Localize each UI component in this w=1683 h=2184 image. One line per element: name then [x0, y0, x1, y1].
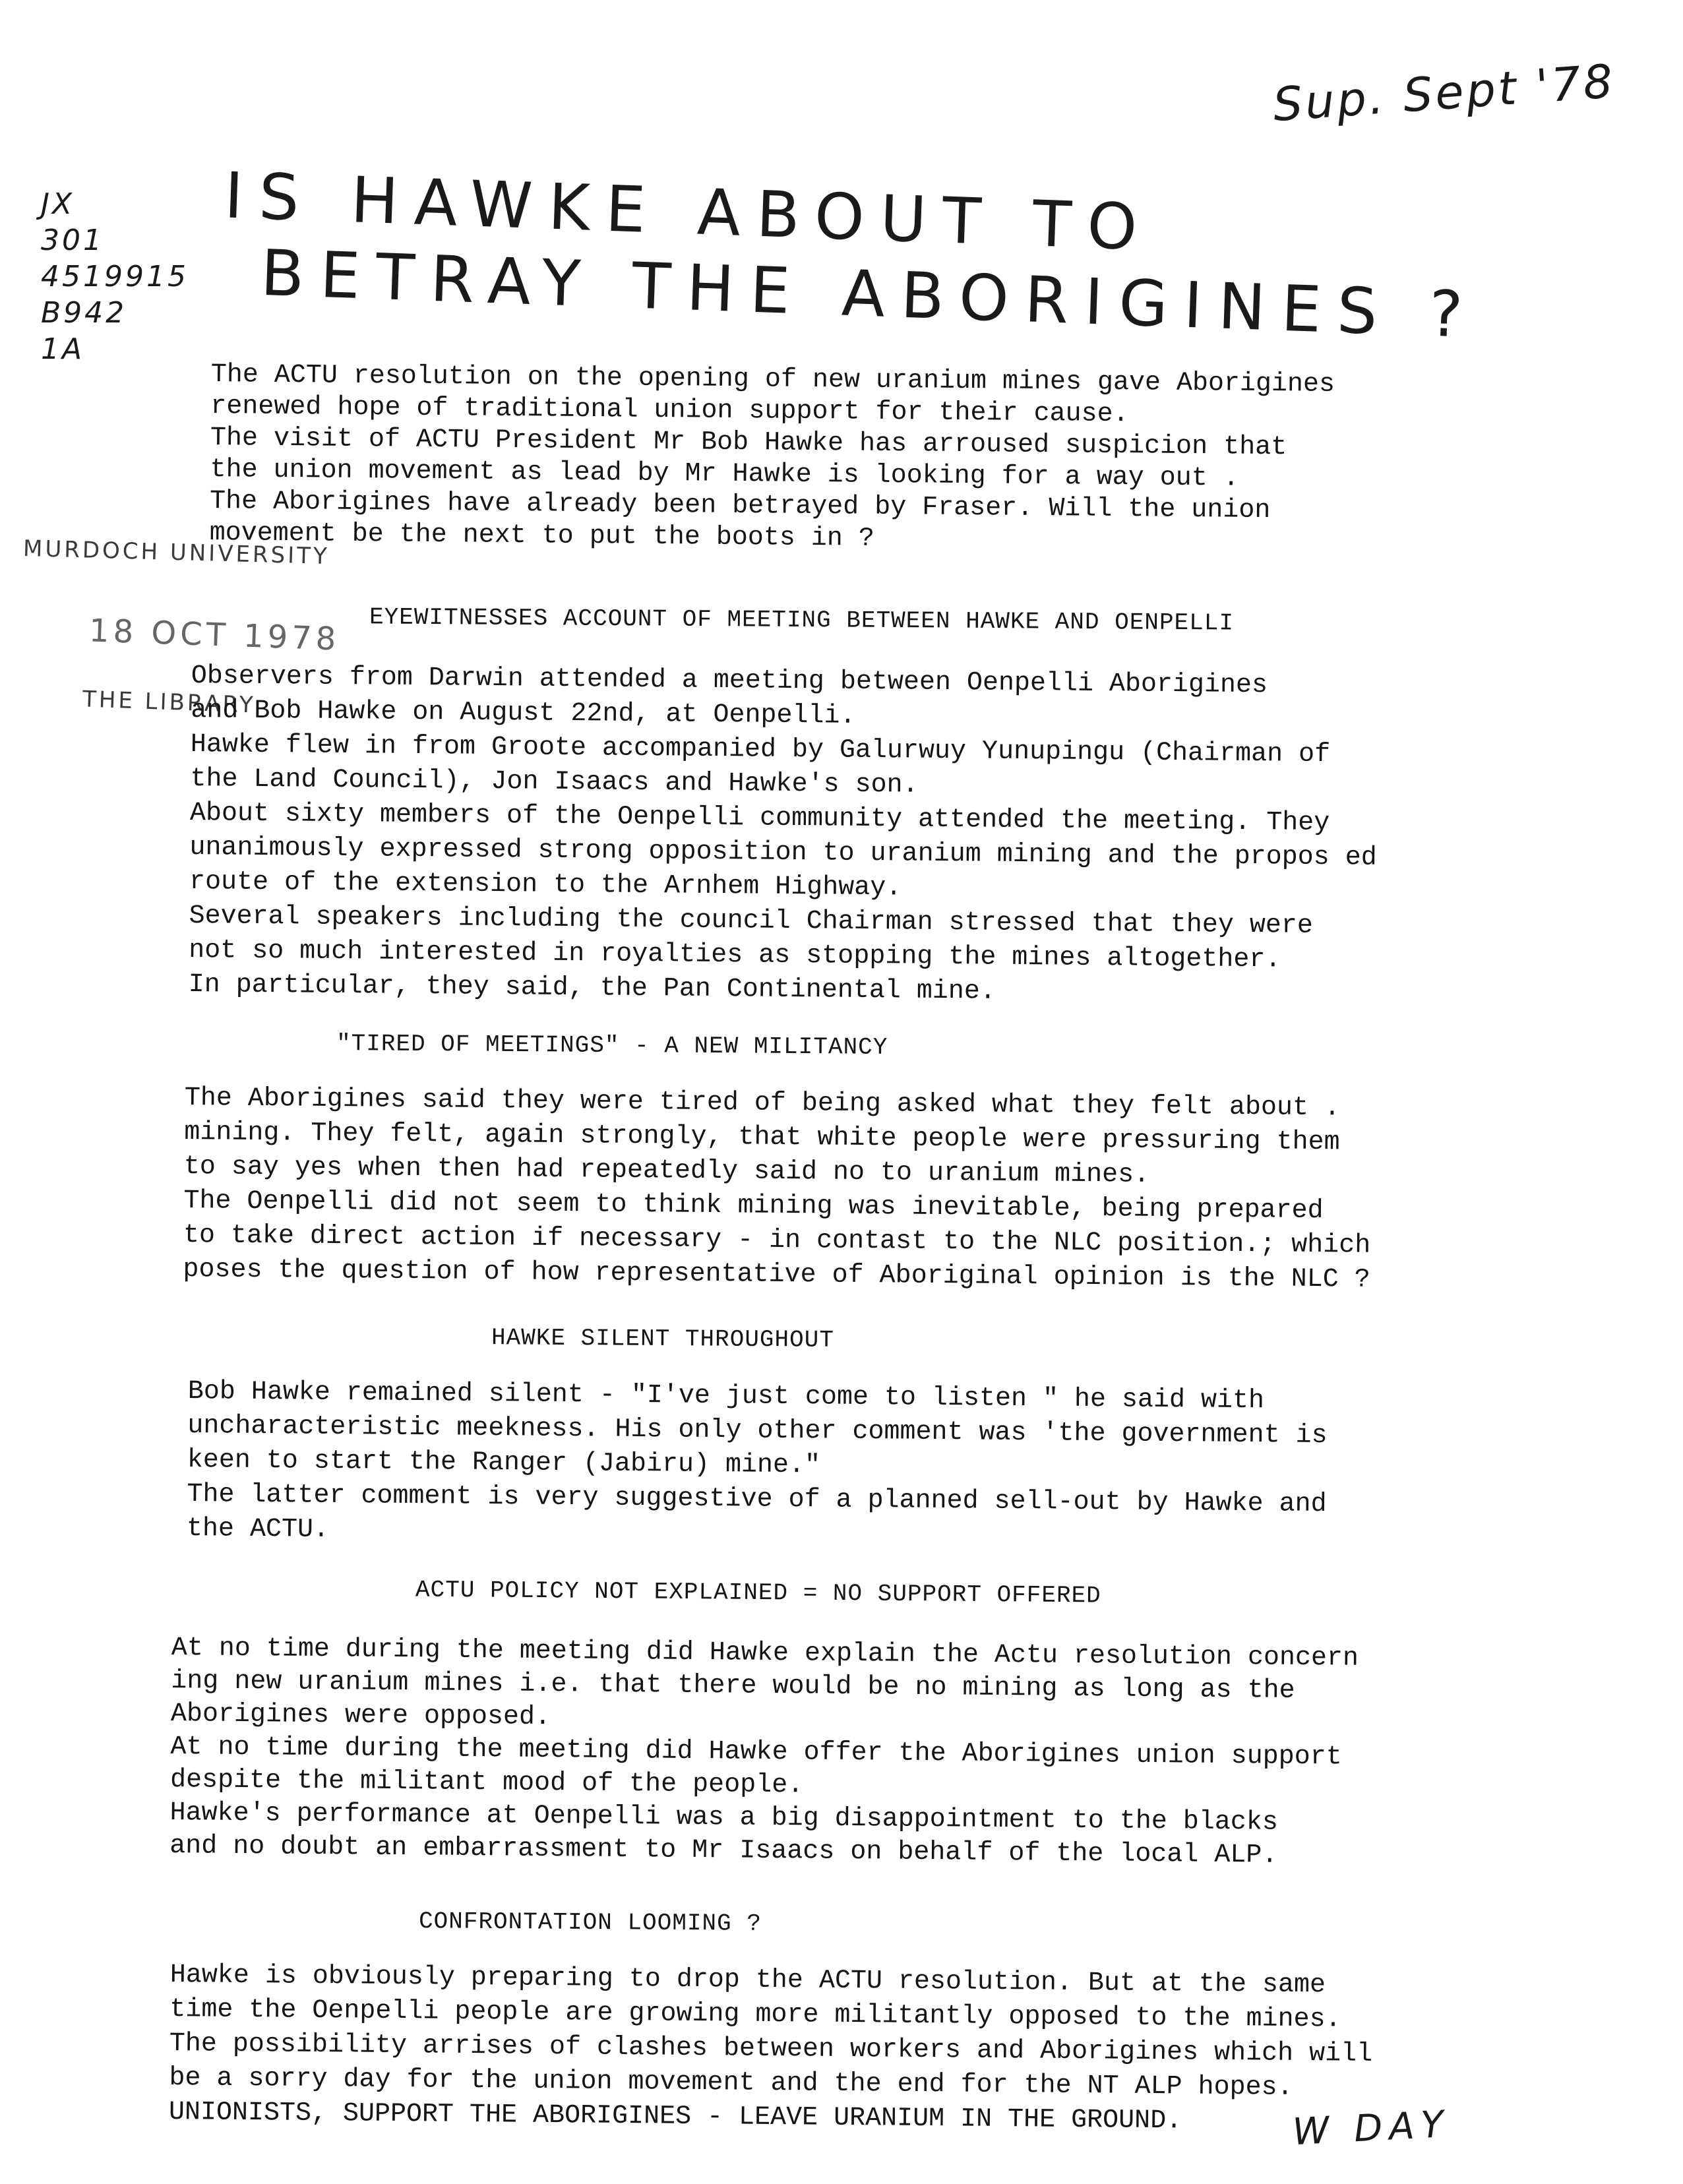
- body-line: At no time during the meeting did Hawke explain the Actu resolution concern: [171, 1633, 1359, 1674]
- body-line: The latter comment is very suggestive of a planned sell-out by Hawke and: [187, 1479, 1327, 1520]
- body-line: unanimously expressed strong opposition to uranium mining and the propos ed: [189, 832, 1377, 873]
- section-heading-actu-policy: ACTU POLICY NOT EXPLAINED = NO SUPPORT OFFERED: [415, 1576, 1101, 1610]
- page-title-line-1: IS HAWKE ABOUT TO: [223, 158, 1154, 265]
- call-number-line-4: B942: [41, 296, 127, 330]
- intro-paragraph: [209, 359, 1335, 559]
- body-line: Observers from Darwin attended a meeting between Oenpelli Aborigines: [191, 661, 1268, 701]
- body-line: In particular, they said, the Pan Continental mine.: [188, 969, 996, 1007]
- body-line: mining. They felt, again strongly, that white people were pressuring them: [184, 1117, 1340, 1158]
- section-heading-hawke-silent: HAWKE SILENT THROUGHOUT: [491, 1324, 835, 1354]
- body-line: not so much interested in royalties as stopping the mines altogether.: [188, 935, 1281, 975]
- intro-line: The ACTU resolution on the opening of new uranium mines gave Aborigines: [210, 359, 1335, 400]
- library-stamp-library: THE LIBRARY: [82, 686, 257, 719]
- body-line: Hawke's performance at Oenpelli was a big disappointment to the blacks: [169, 1798, 1279, 1838]
- section-body-confrontation: [169, 1958, 1373, 2140]
- body-line: keen to start the Ranger (Jabiru) mine.": [187, 1445, 821, 1481]
- body-line: UNIONISTS, SUPPORT THE ABORIGINES - LEAVE URANIUM IN THE GROUND.: [168, 2097, 1182, 2137]
- body-line: despite the militant mood of the people.: [169, 1765, 804, 1801]
- body-line: to say yes when then had repeatedly said no to uranium mines.: [183, 1151, 1150, 1190]
- intro-line: renewed hope of traditional union support for their cause.: [210, 391, 1129, 430]
- body-line: uncharacteristic meekness. His only other comment was 'the government is: [187, 1410, 1328, 1451]
- call-number-line-3: 4519915: [41, 260, 189, 293]
- intro-line: movement be the next to put the boots in ?: [209, 518, 875, 554]
- body-line: Aborigines were opposed.: [170, 1699, 551, 1733]
- body-line: and Bob Hawke on August 22nd, at Oenpelli.: [191, 695, 856, 731]
- section-body-tired-of-meetings: [183, 1081, 1372, 1298]
- library-stamp-date: 18 OCT 1978: [88, 612, 341, 658]
- intro-line: the union movement as lead by Mr Hawke is looking for a way out .: [210, 454, 1239, 494]
- section-body-hawke-silent: [187, 1375, 1328, 1556]
- call-number-line-1: JX: [41, 187, 75, 221]
- section-body-actu-policy: [169, 1632, 1359, 1873]
- body-line: time the Oenpelli people are growing more militantly opposed to the mines.: [169, 1994, 1341, 2035]
- body-line: be a sorry day for the union movement and the end for the NT ALP hopes.: [169, 2063, 1293, 2103]
- body-line: ing new uranium mines i.e. that there would be no mining as long as the: [171, 1666, 1295, 1706]
- call-number-line-2: 301: [41, 224, 104, 257]
- handwritten-date-note: Sup. Sept '78: [1271, 53, 1617, 133]
- body-line: At no time during the meeting did Hawke offer the Aborigines union support: [170, 1732, 1342, 1773]
- body-line: Several speakers including the council Chairman stressed that they were: [189, 901, 1314, 941]
- body-line: Bob Hawke remained silent - "I've just come to listen " he said with: [187, 1377, 1265, 1416]
- body-line: route of the extension to the Arnhem Highway.: [189, 866, 902, 903]
- library-stamp-institution: MURDOCH UNIVERSITY: [22, 535, 330, 570]
- page-title-line-2: BETRAY THE ABORIGINES ?: [259, 235, 1480, 353]
- section-body-eyewitness: [188, 659, 1378, 1013]
- body-line: to take direct action if necessary - in contast to the NLC position.; which: [183, 1220, 1371, 1261]
- section-heading-eyewitness: EYEWITNESSES ACCOUNT OF MEETING BETWEEN HAWKE AND OENPELLI: [369, 603, 1235, 637]
- body-line: Hawke is obviously preparing to drop the ACTU resolution. But at the same: [169, 1960, 1326, 2001]
- call-number-line-5: 1A: [41, 332, 85, 366]
- body-line: The Aborigines said they were tired of being asked what they felt about .: [184, 1083, 1341, 1124]
- body-line: The Oenpelli did not seem to think mining was inevitable, being prepared: [183, 1186, 1324, 1227]
- section-heading-tired-of-meetings: "TIRED OF MEETINGS" - A NEW MILITANCY: [336, 1030, 888, 1061]
- body-line: the Land Council), Jon Isaacs and Hawke's son.: [190, 764, 919, 801]
- body-line: poses the question of how representative of Aboriginal opinion is the NLC ?: [183, 1254, 1370, 1295]
- body-line: About sixty members of the Oenpelli community attended the meeting. They: [189, 798, 1330, 839]
- body-line: and no doubt an embarrassment to Mr Isaacs on behalf of the local ALP.: [169, 1831, 1278, 1871]
- body-line: Hawke flew in from Groote accompanied by Galurwuy Yunupingu (Chairman of: [190, 729, 1331, 770]
- section-heading-confrontation: CONFRONTATION LOOMING ?: [418, 1908, 762, 1937]
- handwritten-signature: W DAY: [1291, 2102, 1452, 2154]
- body-line: The possibility arrises of clashes between workers and Aborigines which will: [169, 2028, 1373, 2069]
- intro-line: The Aborigines have already been betrayed by Fraser. Will the union: [209, 486, 1271, 526]
- intro-line: The visit of ACTU President Mr Bob Hawke has arroused suspicion that: [210, 423, 1287, 463]
- body-line: the ACTU.: [186, 1513, 330, 1545]
